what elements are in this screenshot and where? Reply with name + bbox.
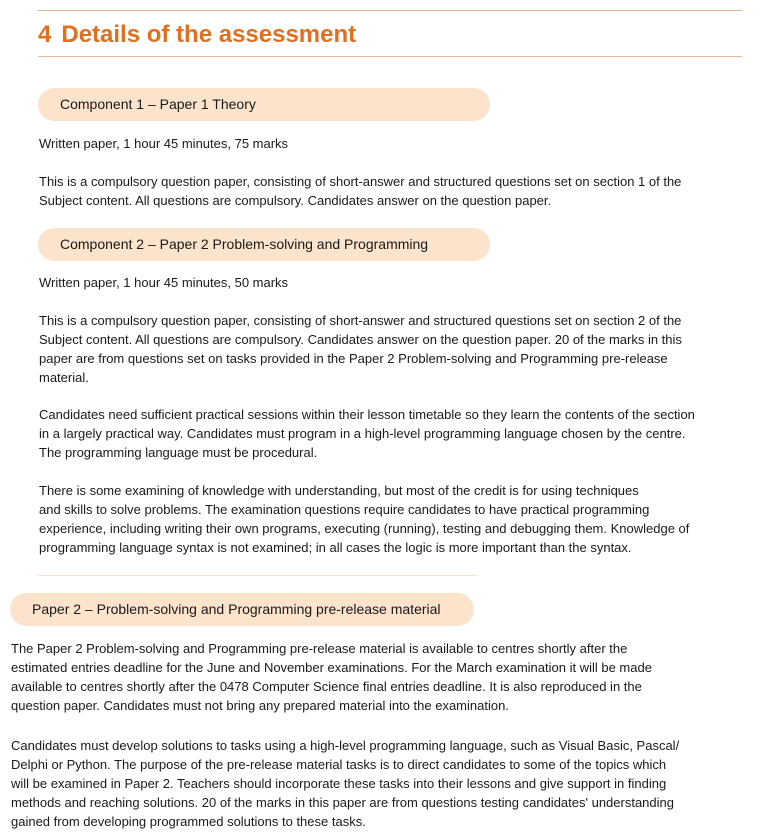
text-line: material. [39, 370, 89, 385]
text-line: Subject content. All questions are compulsory. Candidates answer on the question paper. [39, 193, 552, 208]
section-number: 4 [38, 21, 52, 48]
text-line: Candidates need sufficient practical sessions within their lesson timetable so they learn the contents of the section [39, 407, 695, 422]
text-line: methods and reaching solutions. 20 of the marks in this paper are from questions testing candidates' understanding [11, 795, 674, 810]
heading-rule [38, 56, 742, 57]
text-line: Subject content. All questions are compulsory. Candidates answer on the question paper. 20 of the marks in this [39, 332, 682, 347]
prerelease-availability [11, 639, 751, 715]
text-line: There is some examining of knowledge with understanding, but most of the credit is for using techniques [39, 483, 639, 498]
section-title: Details of the assessment [61, 21, 357, 48]
text-line: Written paper, 1 hour 45 minutes, 50 marks [39, 275, 289, 290]
section-divider [38, 575, 478, 576]
prerelease-heading: Paper 2 – Problem-solving and Programming pre-release material [10, 593, 474, 626]
text-line: The programming language must be procedural. [39, 445, 318, 460]
text-line: available to centres shortly after the 0478 Computer Science final entries deadline. It is also reproduced in the [11, 679, 642, 694]
text-line: programming language syntax is not examined; in all cases the logic is more important than the syntax. [39, 540, 632, 555]
text-line: gained from developing programmed solutions to these tasks. [11, 814, 366, 829]
text-line: question paper. Candidates must not bring any prepared material into the examination. [11, 698, 509, 713]
text-line: This is a compulsory question paper, consisting of short-answer and structured questions set on section 2 of the [39, 313, 682, 328]
component-2-heading: Component 2 – Paper 2 Problem-solving and Programming [38, 228, 490, 261]
text-line: and skills to solve problems. The examination questions require candidates to have practical programming [39, 502, 650, 517]
component-1-description [39, 172, 729, 210]
component-2-description [39, 311, 729, 387]
text-line: experience, including writing their own programs, executing (running), testing and debugging them. Knowledge of [39, 521, 690, 536]
component-1-heading: Component 1 – Paper 1 Theory [38, 88, 490, 121]
component-2-practical [39, 405, 729, 462]
component-2-examining [39, 481, 729, 557]
component-2-summary [39, 273, 729, 292]
text-line: estimated entries deadline for the June and November examinations. For the March examination it will be made [11, 660, 652, 675]
section-heading [38, 18, 356, 52]
text-line: Candidates must develop solutions to tasks using a high-level programming language, such as Visual Basic, Pascal/ [11, 738, 680, 753]
text-line: This is a compulsory question paper, consisting of short-answer and structured questions set on section 1 of the [39, 174, 682, 189]
text-line: Delphi or Python. The purpose of the pre-release material tasks is to direct candidates to some of the topics which [11, 757, 667, 772]
text-line: in a largely practical way. Candidates must program in a high-level programming language chosen by the centre. [39, 426, 686, 441]
text-line: will be examined in Paper 2. Teachers should incorporate these tasks into their lessons and give support in finding [11, 776, 667, 791]
text-line: Written paper, 1 hour 45 minutes, 75 marks [39, 136, 289, 151]
text-line: The Paper 2 Problem-solving and Programming pre-release material is available to centres shortly after the [11, 641, 628, 656]
top-rule [38, 10, 742, 11]
component-1-summary [39, 134, 729, 153]
prerelease-solutions [11, 736, 751, 831]
text-line: paper are from questions set on tasks provided in the Paper 2 Problem-solving and Programming pre-release [39, 351, 668, 366]
